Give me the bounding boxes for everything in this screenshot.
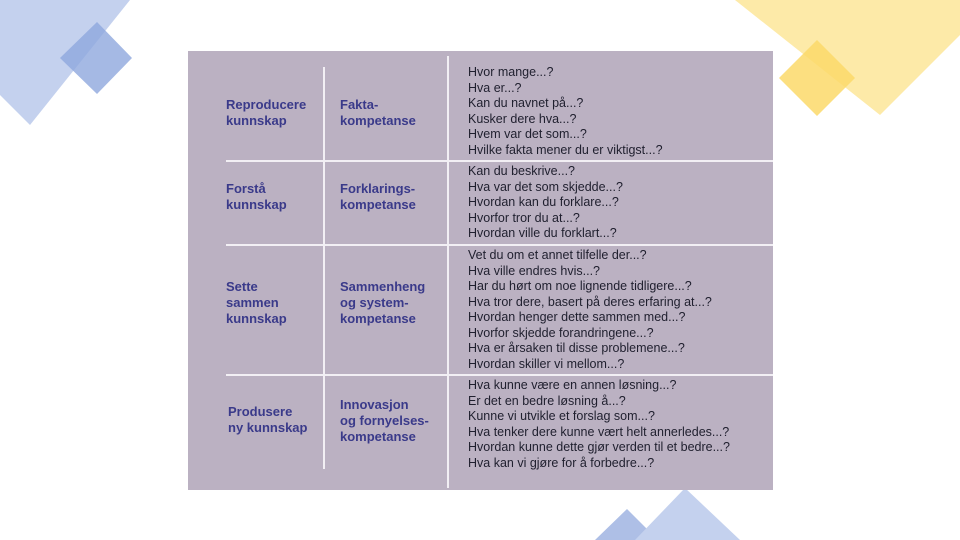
row-divider-2 [226,244,773,246]
question-item: Hvordan kan du forklare...? [468,195,619,209]
competence-label: Forklarings- kompetanse [340,181,416,212]
question-item: Hvordan ville du forklart...? [468,226,617,240]
question-item: Kusker dere hva...? [468,111,577,126]
question-item: Hvilke fakta mener du er viktigst...? [468,142,663,157]
competence-label: Innovasjon og fornyelses- kompetanse [340,397,429,444]
question-item: Hvem var det som...? [468,127,587,141]
question-item: Hva er årsaken til disse problemene...? [468,341,685,355]
question-item: Hva kan vi gjøre for å forbedre...? [468,455,655,470]
column-divider-1 [323,67,325,469]
question-list [468,248,712,372]
question-item: Hvordan henger dette sammen med...? [468,310,686,324]
column-divider-2 [447,56,449,488]
row-divider-3 [226,374,773,376]
question-item: Har du hørt om noe lignende tidligere...? [468,279,692,293]
question-item: Hva tror dere, basert på deres erfaring at...? [468,294,712,309]
question-list [468,65,663,158]
question-item: Hva er...? [468,80,522,95]
question-item: Hvordan skiller vi mellom...? [468,356,625,371]
question-item: Kan du beskrive...? [468,164,576,178]
category-label: Produsere ny kunnskap [228,404,308,435]
question-item: Hva ville endres hvis...? [468,263,601,278]
question-item: Hva var det som skjedde...? [468,179,623,194]
question-item: Vet du om et annet tilfelle der...? [468,248,647,262]
question-item: Hvordan kunne dette gjør verden til et bedre...? [468,440,730,454]
category-label: Forstå kunnskap [226,181,287,212]
question-item: Hva tenker dere kunne vært helt annerledes...? [468,424,730,439]
decor-top-left-diamonds [0,0,140,130]
question-item: Hva kunne være en annen løsning...? [468,378,677,392]
question-item: Kunne vi utvikle et forslag som...? [468,409,655,423]
question-list [468,164,623,242]
competence-label: Sammenheng og system- kompetanse [340,279,426,326]
category-label: Reproducere kunnskap [226,97,307,128]
questions-table [188,51,773,490]
question-item: Kan du navnet på...? [468,96,584,110]
question-item: Er det en bedre løsning å...? [468,393,626,408]
decor-bottom-diamonds [595,485,755,540]
row-divider-1 [226,160,773,162]
question-item: Hvorfor skjedde forandringene...? [468,325,654,340]
competence-label: Fakta- kompetanse [340,97,416,128]
question-item: Hvorfor tror du at...? [468,210,580,225]
category-label: Sette sammen kunnskap [226,279,287,326]
question-item: Hvor mange...? [468,65,554,79]
question-list [468,378,730,471]
